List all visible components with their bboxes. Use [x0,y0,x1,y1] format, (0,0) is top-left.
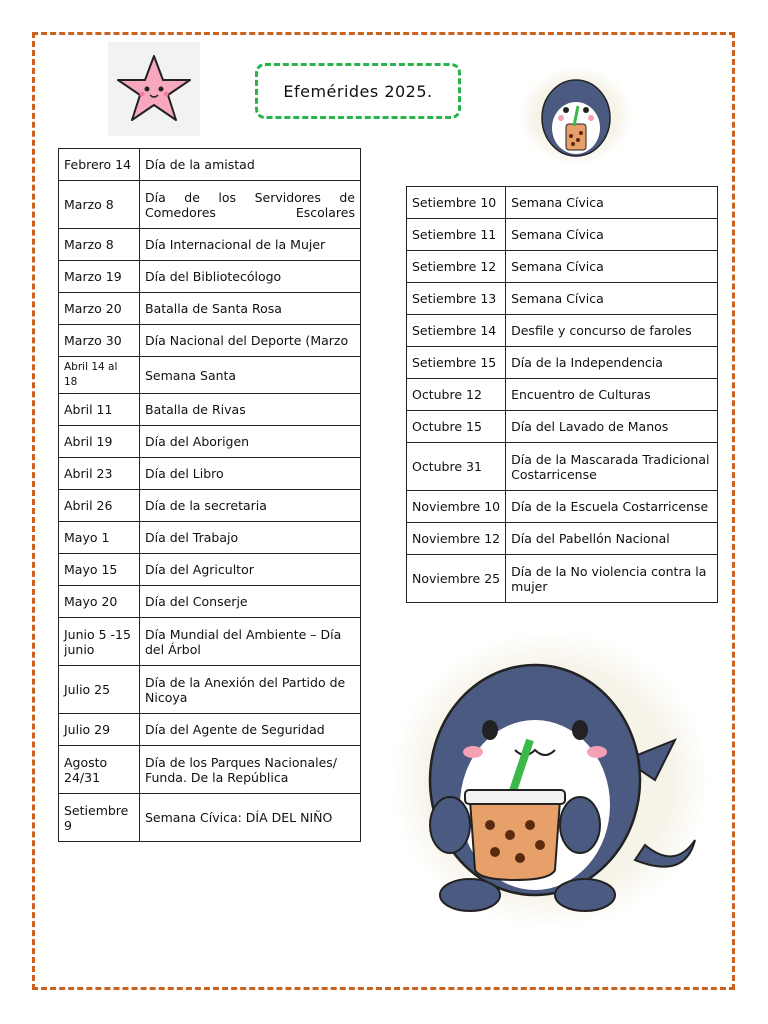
event-cell: Desfile y concurso de faroles [506,315,718,347]
table-row [59,293,361,325]
date-cell: Noviembre 12 [407,523,506,555]
date-cell: Julio 25 [59,666,140,714]
event-cell: Día Internacional de la Mujer [140,229,361,261]
date-cell: Febrero 14 [59,149,140,181]
event-cell: Día del Trabajo [140,522,361,554]
table-row [407,219,718,251]
date-cell: Abril 26 [59,490,140,522]
event-cell: Semana Cívica: DÍA DEL NIÑO [140,794,361,842]
event-cell: Día Mundial del Ambiente – Día del Árbol [140,618,361,666]
table-row [59,357,361,394]
date-cell: Junio 5 -15 junio [59,618,140,666]
date-cell: Noviembre 10 [407,491,506,523]
table-row [407,443,718,491]
table-row [59,458,361,490]
table-row [407,187,718,219]
table-row [59,261,361,293]
table-row [407,283,718,315]
date-cell: Marzo 19 [59,261,140,293]
table-row [59,181,361,229]
date-cell: Octubre 31 [407,443,506,491]
shark-small-image [516,66,636,166]
table-row [59,490,361,522]
table-row [407,251,718,283]
table-row [59,746,361,794]
table-row [407,523,718,555]
date-cell: Mayo 1 [59,522,140,554]
table-row [407,555,718,603]
table-row [59,522,361,554]
event-cell: Día del Lavado de Manos [506,411,718,443]
page-title: Efemérides 2025. [255,63,461,119]
event-cell: Semana Cívica [506,251,718,283]
table-row [407,491,718,523]
date-cell: Marzo 30 [59,325,140,357]
event-cell: Batalla de Rivas [140,394,361,426]
date-cell: Abril 19 [59,426,140,458]
date-cell: Noviembre 25 [407,555,506,603]
event-cell: Día de los Parques Nacionales/ Funda. De la República [140,746,361,794]
table-row [59,618,361,666]
table-row [59,554,361,586]
date-cell: Setiembre 11 [407,219,506,251]
event-cell: Encuentro de Culturas [506,379,718,411]
table-row [59,666,361,714]
date-cell: Abril 11 [59,394,140,426]
table-row [59,394,361,426]
event-cell: Día de la No violencia contra la mujer [506,555,718,603]
table-row [59,586,361,618]
date-cell: Setiembre 15 [407,347,506,379]
event-cell: Día de la Mascarada Tradicional Costarricense [506,443,718,491]
table-row [407,315,718,347]
event-cell: Día de la secretaria [140,490,361,522]
date-cell: Agosto 24/31 [59,746,140,794]
table-row [59,714,361,746]
event-cell: Día Nacional del Deporte (Marzo [140,325,361,357]
event-cell: Día de la Escuela Costarricense [506,491,718,523]
event-cell: Semana Cívica [506,187,718,219]
date-cell: Octubre 15 [407,411,506,443]
table-row [407,411,718,443]
event-cell: Día del Pabellón Nacional [506,523,718,555]
date-cell: Julio 29 [59,714,140,746]
event-cell: Día del Libro [140,458,361,490]
table-row [59,794,361,842]
event-cell: Semana Santa [140,357,361,394]
table-row [59,325,361,357]
event-cell: Semana Cívica [506,283,718,315]
event-cell: Batalla de Santa Rosa [140,293,361,325]
event-cell: Día de la Independencia [506,347,718,379]
table-row [407,379,718,411]
date-cell: Mayo 20 [59,586,140,618]
table-row [59,149,361,181]
event-cell: Día del Bibliotecólogo [140,261,361,293]
table-row [407,347,718,379]
table-row [59,426,361,458]
date-cell: Marzo 8 [59,181,140,229]
date-cell: Abril 23 [59,458,140,490]
date-cell: Abril 14 al 18 [59,357,140,394]
event-cell: Día del Agente de Seguridad [140,714,361,746]
starfish-image [108,42,200,136]
event-cell: Día del Aborigen [140,426,361,458]
table-row [59,229,361,261]
shark-large-image [385,630,715,940]
date-cell: Setiembre 14 [407,315,506,347]
event-cell: Día de los Servidores de Comedores Escolares [140,181,361,229]
date-cell: Setiembre 12 [407,251,506,283]
event-cell: Día de la amistad [140,149,361,181]
date-cell: Setiembre 13 [407,283,506,315]
date-cell: Marzo 20 [59,293,140,325]
event-cell: Semana Cívica [506,219,718,251]
date-cell: Octubre 12 [407,379,506,411]
efemerides-table-left [58,148,361,842]
efemerides-table-right [406,186,718,603]
event-cell: Día del Conserje [140,586,361,618]
date-cell: Setiembre 9 [59,794,140,842]
event-cell: Día de la Anexión del Partido de Nicoya [140,666,361,714]
event-cell: Día del Agricultor [140,554,361,586]
date-cell: Mayo 15 [59,554,140,586]
date-cell: Setiembre 10 [407,187,506,219]
date-cell: Marzo 8 [59,229,140,261]
